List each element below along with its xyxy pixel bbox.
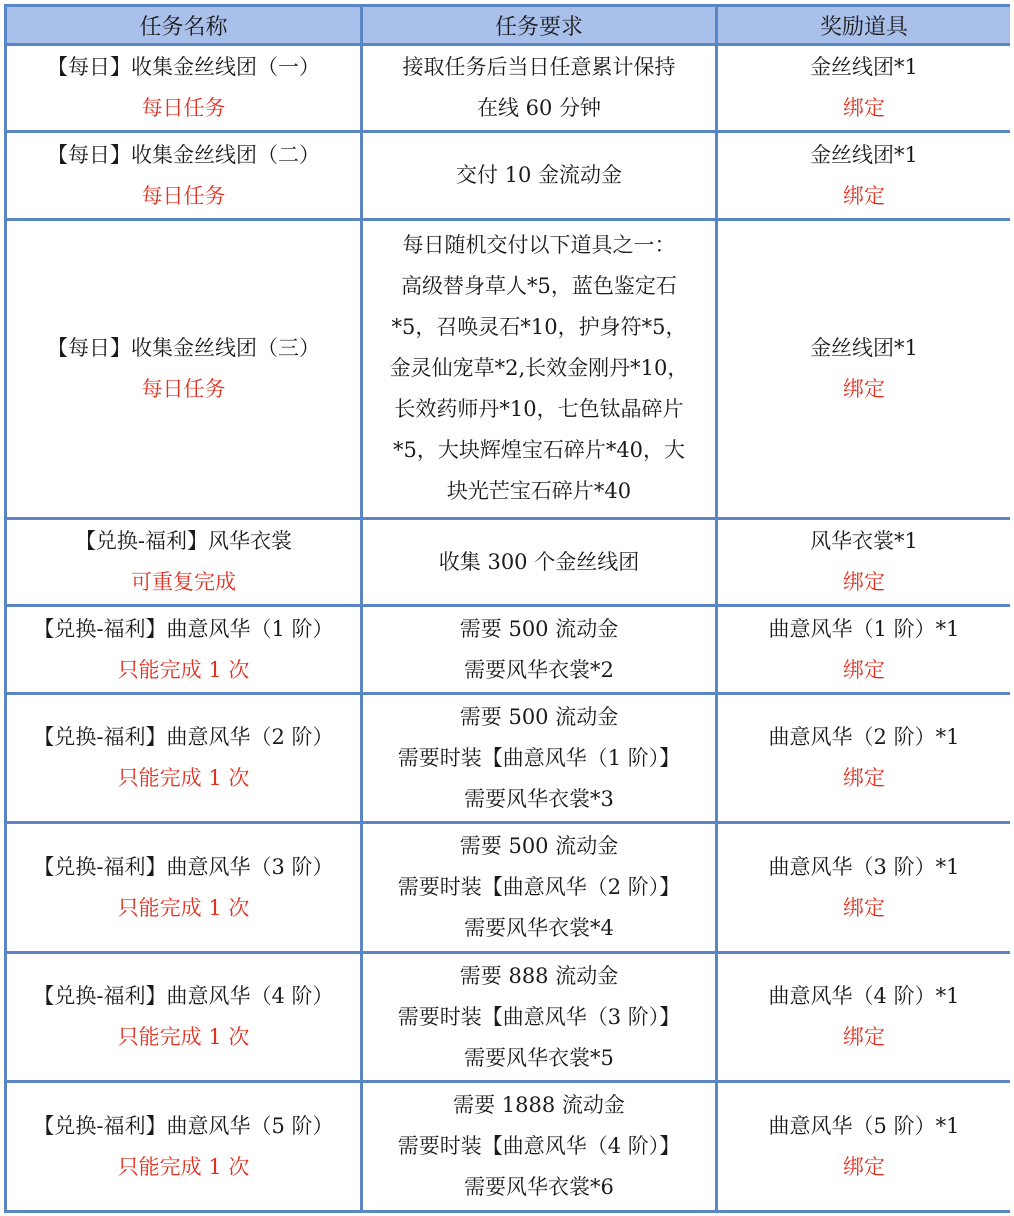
- table-row: [7, 695, 1010, 822]
- requirement-line: 需要 500 流动金: [459, 834, 619, 859]
- reward-item: 曲意风华（4 阶）*1: [768, 984, 960, 1009]
- reward-cell: [718, 520, 1010, 604]
- task-name-cell: [7, 607, 360, 691]
- task-name-cell: [7, 221, 360, 517]
- requirement-line: 需要 888 流动金: [459, 963, 619, 988]
- requirement-line: 收集 300 个金丝线团: [438, 549, 640, 574]
- bind-status: 绑定: [843, 1154, 885, 1179]
- requirement-cell: [363, 695, 715, 822]
- requirement-cell: [363, 954, 715, 1081]
- requirement-cell: [363, 520, 715, 604]
- requirement-cell: [363, 607, 715, 691]
- reward-item: 曲意风华（1 阶）*1: [768, 616, 960, 641]
- reward-item: 金丝线团*1: [810, 142, 918, 167]
- reward-item: 曲意风华（3 阶）*1: [768, 854, 960, 879]
- task-name-cell: [7, 954, 360, 1081]
- bind-status: 绑定: [843, 376, 885, 401]
- task-type: 可重复完成: [131, 570, 236, 595]
- task-name: 【兑换-福利】曲意风华（3 阶）: [33, 854, 334, 879]
- requirement-cell: [363, 133, 715, 217]
- requirement-line: 交付 10 金流动金: [455, 163, 623, 188]
- requirement-line: 高级替身草人*5，蓝色鉴定石: [401, 274, 677, 299]
- requirement-line: 每日随机交付以下道具之一：: [402, 233, 676, 258]
- task-type: 每日任务: [141, 96, 226, 121]
- task-name-cell: [7, 520, 360, 604]
- bind-status: 绑定: [843, 96, 885, 121]
- reward-cell: [718, 1083, 1010, 1210]
- task-type: 只能完成 1 次: [117, 657, 250, 682]
- reward-item: 金丝线团*1: [810, 335, 918, 360]
- task-name: 【兑换-福利】曲意风华（5 阶）: [33, 1113, 334, 1138]
- bind-status: 绑定: [843, 766, 885, 791]
- header-row: [7, 7, 1010, 43]
- task-type: 只能完成 1 次: [117, 766, 250, 791]
- requirement-line: 需要时装【曲意风华（1 阶）】: [397, 745, 681, 770]
- reward-cell: [718, 133, 1010, 217]
- task-table: [4, 4, 1013, 1213]
- requirement-cell: [363, 221, 715, 517]
- task-name: 【每日】收集金丝线团（二）: [47, 142, 320, 167]
- bind-status: 绑定: [843, 657, 885, 682]
- table-row: [7, 46, 1010, 130]
- task-type: 只能完成 1 次: [117, 895, 250, 920]
- table-row: [7, 954, 1010, 1081]
- reward-cell: [718, 824, 1010, 951]
- requirement-line: 需要 500 流动金: [459, 616, 619, 641]
- table-row: [7, 1083, 1010, 1210]
- task-name-cell: [7, 46, 360, 130]
- requirement-cell: [363, 824, 715, 951]
- requirement-line: 需要时装【曲意风华（2 阶）】: [397, 875, 681, 900]
- requirement-line: 需要风华衣裳*3: [464, 786, 614, 811]
- header-name: 任务名称: [7, 7, 360, 43]
- task-name: 【每日】收集金丝线团（一）: [47, 55, 320, 80]
- table-row: [7, 824, 1010, 951]
- requirement-line: *5，大块辉煌宝石碎片*40，大: [392, 438, 686, 463]
- reward-item: 曲意风华（5 阶）*1: [768, 1113, 960, 1138]
- requirement-line: 需要风华衣裳*2: [464, 657, 614, 682]
- task-name-cell: [7, 133, 360, 217]
- task-type: 只能完成 1 次: [117, 1154, 250, 1179]
- task-name: 【兑换-福利】曲意风华（4 阶）: [33, 984, 334, 1009]
- requirement-line: 金灵仙宠草*2,长效金刚丹*10，: [389, 356, 689, 381]
- table-row: [7, 221, 1010, 517]
- task-name-cell: [7, 824, 360, 951]
- reward-cell: [718, 221, 1010, 517]
- requirement-line: 需要风华衣裳*5: [464, 1045, 614, 1070]
- requirement-line: 需要风华衣裳*6: [464, 1175, 614, 1200]
- requirement-line: 块光芒宝石碎片*40: [446, 479, 632, 504]
- table-row: [7, 607, 1010, 691]
- requirement-line: *5，召唤灵石*10，护身符*5，: [391, 315, 687, 340]
- task-type: 每日任务: [141, 183, 226, 208]
- reward-cell: [718, 607, 1010, 691]
- bind-status: 绑定: [843, 895, 885, 920]
- requirement-line: 在线 60 分钟: [476, 96, 602, 121]
- reward-cell: [718, 695, 1010, 822]
- reward-item: 曲意风华（2 阶）*1: [768, 725, 960, 750]
- requirement-line: 需要时装【曲意风华（4 阶）】: [397, 1134, 681, 1159]
- task-type: 每日任务: [141, 376, 226, 401]
- reward-cell: [718, 46, 1010, 130]
- task-name: 【兑换-福利】曲意风华（1 阶）: [33, 616, 334, 641]
- header-requirement: 任务要求: [363, 7, 715, 43]
- task-name: 【兑换-福利】曲意风华（2 阶）: [33, 725, 334, 750]
- header-reward: 奖励道具: [718, 7, 1010, 43]
- task-name: 【兑换-福利】风华衣裳: [74, 529, 293, 554]
- table-row: [7, 520, 1010, 604]
- bind-status: 绑定: [843, 570, 885, 595]
- reward-item: 风华衣裳*1: [810, 529, 918, 554]
- bind-status: 绑定: [843, 183, 885, 208]
- requirement-cell: [363, 46, 715, 130]
- requirement-line: 接取任务后当日任意累计保持: [402, 55, 676, 80]
- reward-cell: [718, 954, 1010, 1081]
- task-table-container: [4, 4, 1010, 1213]
- requirement-cell: [363, 1083, 715, 1210]
- reward-item: 金丝线团*1: [810, 55, 918, 80]
- task-name-cell: [7, 1083, 360, 1210]
- requirement-line: 长效药师丹*10，七色钛晶碎片: [394, 397, 684, 422]
- requirement-line: 需要 500 流动金: [459, 704, 619, 729]
- requirement-line: 需要时装【曲意风华（3 阶）】: [397, 1004, 681, 1029]
- task-name: 【每日】收集金丝线团（三）: [47, 335, 320, 360]
- task-name-cell: [7, 695, 360, 822]
- task-type: 只能完成 1 次: [117, 1025, 250, 1050]
- requirement-line: 需要风华衣裳*4: [464, 916, 614, 941]
- requirement-line: 需要 1888 流动金: [453, 1093, 625, 1118]
- table-row: [7, 133, 1010, 217]
- bind-status: 绑定: [843, 1025, 885, 1050]
